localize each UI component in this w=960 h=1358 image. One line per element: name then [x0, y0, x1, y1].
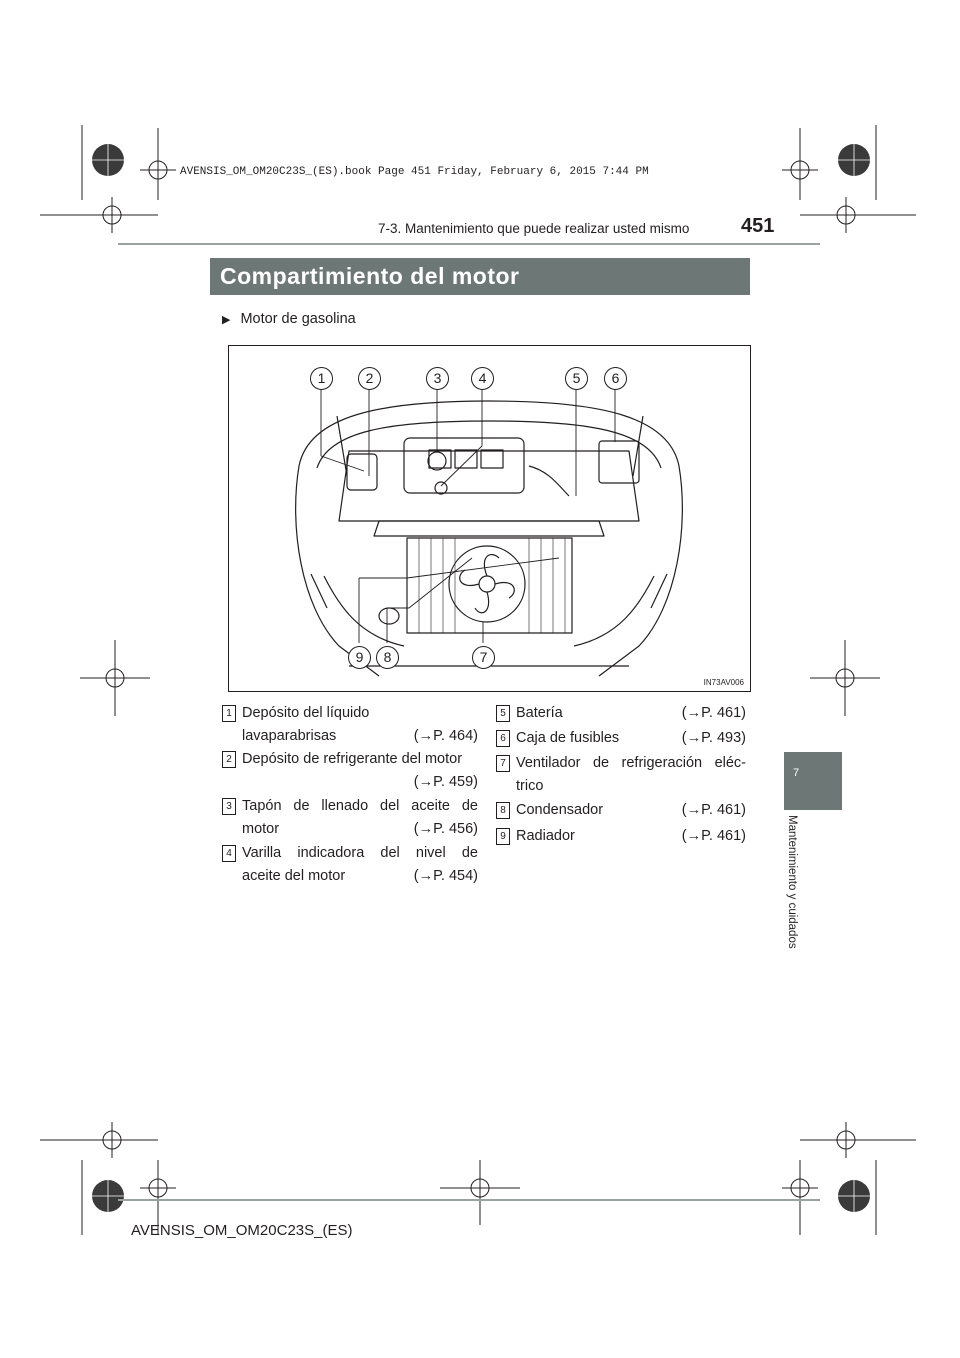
list-item	[496, 702, 746, 725]
triangle-bullet-icon: ▶	[222, 314, 231, 326]
list-item	[496, 752, 746, 798]
list-item	[222, 842, 478, 888]
item-number: 1	[222, 705, 236, 722]
engine-illustration	[229, 346, 750, 691]
item-text: Caja de fusibles	[516, 730, 620, 746]
figure-callout-9: 9	[348, 646, 371, 669]
figure-callout-4: 4	[471, 367, 494, 390]
list-item	[222, 795, 478, 841]
figure-callout-5: 5	[565, 367, 588, 390]
item-text: Radiador	[516, 828, 575, 844]
page-number: 451	[741, 215, 775, 237]
running-head: 7-3. Mantenimiento que puede realizar usted mismo	[378, 221, 690, 236]
print-info-line: AVENSIS_OM_OM20C23S_(ES).book Page 451 Friday, February 6, 2015 7:44 PM	[180, 166, 649, 178]
footer-rule	[118, 1199, 820, 1201]
item-text: Batería	[516, 705, 563, 721]
figure-callout-7: 7	[472, 646, 495, 669]
item-number: 7	[496, 755, 510, 772]
engine-compartment-figure	[228, 345, 751, 692]
figure-callout-8: 8	[376, 646, 399, 669]
item-text-cont: trico	[516, 778, 544, 794]
item-page-ref: (→P. 493)	[681, 730, 746, 746]
figure-callout-3: 3	[426, 367, 449, 390]
item-page-ref: (→P. 454)	[413, 868, 478, 884]
item-text: Depósito del líquido	[242, 705, 370, 721]
footer-document-id: AVENSIS_OM_OM20C23S_(ES)	[131, 1222, 353, 1239]
item-text: Condensador	[516, 802, 604, 818]
item-page-ref: (→P. 459)	[413, 774, 478, 790]
figure-callout-2: 2	[358, 367, 381, 390]
item-page-ref: (→P. 456)	[413, 821, 478, 837]
list-item	[496, 825, 746, 848]
item-number: 6	[496, 730, 510, 747]
item-text-cont: aceite del motor	[242, 868, 346, 884]
list-item	[496, 727, 746, 750]
item-page-ref: (→P. 461)	[681, 705, 746, 721]
item-text-cont: lavaparabrisas	[242, 728, 337, 744]
chapter-number: 7	[793, 767, 800, 779]
chapter-label: Mantenimiento y cuidados	[786, 815, 798, 949]
item-text-cont: motor	[242, 821, 280, 837]
item-text: Depósito de refrigerante del motor	[242, 751, 463, 767]
variant-heading	[222, 311, 356, 327]
item-page-ref: (→P. 461)	[681, 828, 746, 844]
item-number: 3	[222, 798, 236, 815]
section-title: Compartimiento del motor	[220, 263, 520, 289]
item-number: 4	[222, 845, 236, 862]
item-number: 9	[496, 828, 510, 845]
item-text: Varilla indicadora del nivel de	[242, 845, 478, 861]
figure-callout-6: 6	[604, 367, 627, 390]
figure-callout-1: 1	[310, 367, 333, 390]
list-item	[222, 748, 478, 794]
figure-code: IN73AV006	[703, 678, 744, 687]
item-page-ref: (→P. 461)	[681, 802, 746, 818]
variant-label: Motor de gasolina	[240, 311, 356, 327]
item-page-ref: (→P. 464)	[413, 728, 478, 744]
section-banner	[210, 258, 750, 295]
chapter-tab	[784, 752, 842, 810]
header-rule	[118, 243, 820, 245]
item-text: Ventilador de refrigeración eléc-	[516, 755, 746, 771]
item-number: 8	[496, 802, 510, 819]
item-number: 2	[222, 751, 236, 768]
item-text: Tapón de llenado del aceite de	[242, 798, 478, 814]
list-item	[222, 702, 478, 748]
list-item	[496, 799, 746, 822]
item-number: 5	[496, 705, 510, 722]
